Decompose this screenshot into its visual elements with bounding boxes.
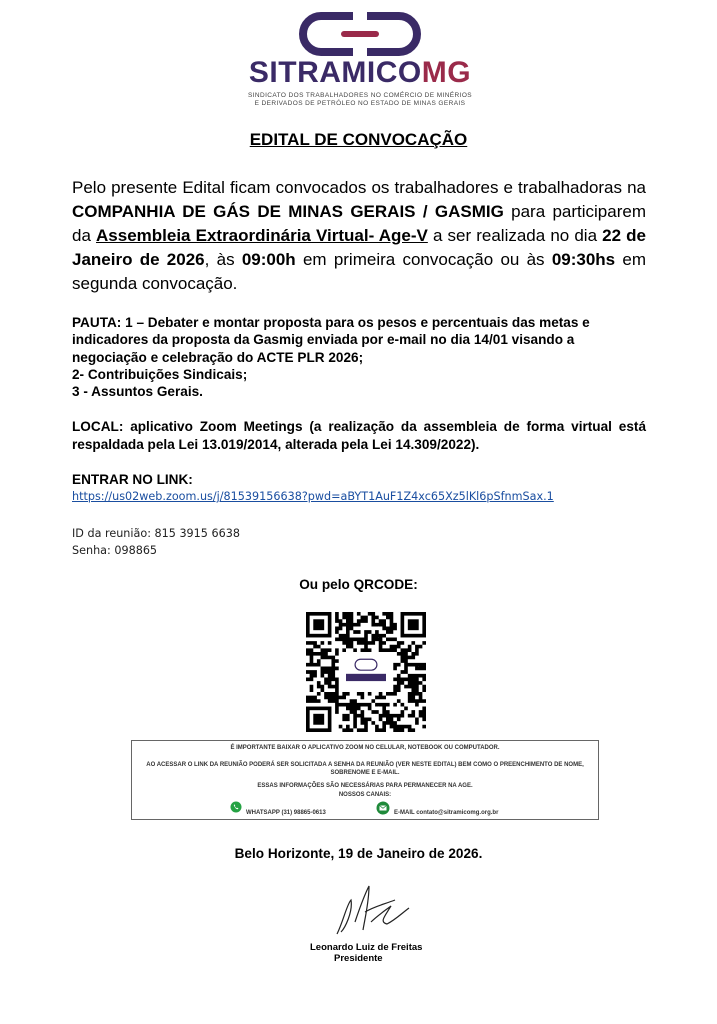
meeting-id: ID da reunião: 815 3915 6638 [72,527,240,540]
enter-link-label: ENTRAR NO LINK: [72,472,193,487]
handwritten-signature [325,882,415,942]
place-and-date: Belo Horizonte, 19 de Janeiro de 2026. [234,846,483,861]
agenda-item-3: 3 - Assuntos Gerais. [72,384,203,400]
signer-block [310,942,422,964]
whatsapp-contact: WHATSAPP (31) 98865-0613 [246,810,326,816]
zoom-meeting-link[interactable]: https://us02web.zoom.us/j/81539156638?pwd=aBYT1AuF1Z4xc65Xz5lKl6pSfnmSax.1 [72,490,554,503]
document-title: EDITAL DE CONVOCAÇÃO [249,130,468,149]
meeting-credentials [72,525,240,559]
logo-subtitle-line1: SINDICATO DOS TRABALHADORES NO COMÉRCIO DE MINÉRIOS [247,92,473,99]
sitramico-logo [240,8,480,108]
agenda-item-2: 2- Contribuições Sindicais; [72,366,248,382]
qr-center-logo [342,656,389,689]
assembly-date: 22 de Janeiro de 2026 [72,226,646,269]
signer-name: Leonardo Luiz de Freitas [310,942,423,953]
company-name: COMPANHIA DE GÁS DE MINAS GERAIS / GASMIG [72,202,504,221]
notice-line-2: AO ACESSAR O LINK DA REUNIÃO PODERÁ SER SOLICITADA A SENHA DA REUNIÃO (VER NESTE EDITAL) BEM COMO O PREENCHIMENTO DE NOME, [146,762,584,768]
whatsapp-icon [230,801,242,813]
notice-line-5: NOSSOS CANAIS: [338,792,392,798]
notice-line-1: É IMPORTANTE BAIXAR O APLICATIVO ZOOM NO CELULAR, NOTEBOOK OU COMPUTADOR. [230,745,500,751]
notice-line-4: ESSAS INFORMAÇÕES SÃO NECESSÁRIAS PARA PERMANECER NA AGE. [257,783,473,789]
chain-link-logo-icon [295,10,425,58]
second-call-time: 09:30hs [551,250,616,269]
qr-code-label: Ou pelo QRCODE: [299,577,418,592]
intro-paragraph: Pelo presente Edital ficam convocados os trabalhadores e trabalhadoras na COMPANHIA DE GÁS DE MINAS GERAIS / GASMIG para participarem da Assembleia Extraordinária Virtual- Age-V a ser realizada no dia 22 de Janeiro de 2026, às 09:00h em primeira convocação ou às 09:30hs em segunda convocação. [72,178,647,293]
notice-box [131,740,599,820]
agenda-section [72,314,646,400]
first-call-time: 09:00h [241,250,296,269]
agenda-item-1: PAUTA: 1 – Debater e montar proposta para os pesos e percentuais das metas e indicadores da proposta da Gasmig enviada por e-mail no dia 14/01 visando a negociação e celebração do ACTE PLR 2026; [72,315,590,365]
email-contact: E-MAIL contato@sitramicomg.org.br [394,810,499,816]
logo-subtitle-line2: E DERIVADOS DE PETRÓLEO NO ESTADO DE MINAS GERAIS [254,100,466,107]
qr-code-image[interactable] [306,612,426,732]
assembly-name: Assembleia Extraordinária Virtual- Age-V [96,226,428,245]
notice-line-3: SOBRENOME E E-MAIL. [330,770,400,776]
email-icon [376,801,390,815]
local-paragraph: LOCAL: aplicativo Zoom Meetings (a realização da assembleia de forma virtual está respaldada pela Lei 13.019/2014, alterada pela Lei 14.309/2022). [72,419,646,452]
meeting-password: Senha: 098865 [72,544,158,557]
signer-role: Presidente [334,953,383,964]
logo-wordmark: SITRAMICOMG [248,56,472,89]
